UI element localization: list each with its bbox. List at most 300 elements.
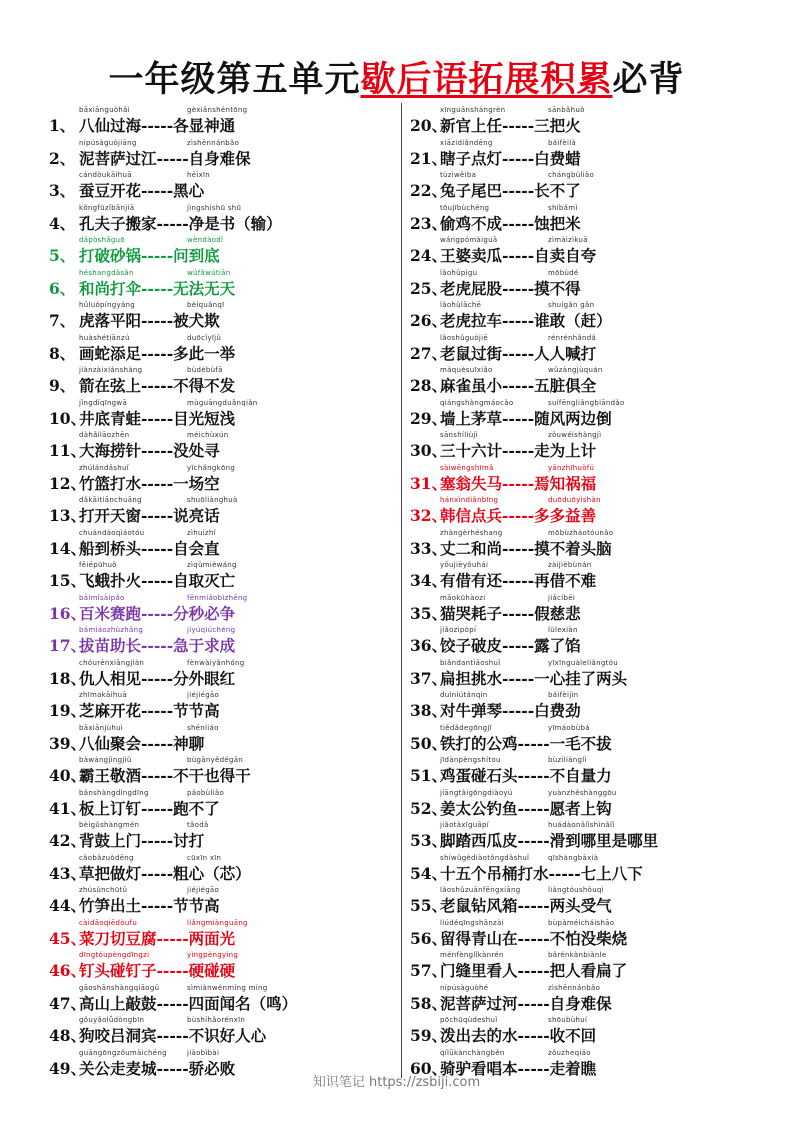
proverb-line — [49, 895, 220, 916]
proverb-item — [410, 527, 770, 560]
pinyin-second-half: jiéjiégāo — [187, 886, 220, 894]
proverb-text: 菜刀切豆腐-----两面光 — [79, 928, 236, 948]
proverb-number: 39、 — [49, 733, 87, 753]
proverb-line — [49, 473, 220, 494]
pinyin-second-half: bùshíhǎorénxīn — [187, 1016, 246, 1024]
proverb-item — [49, 819, 409, 852]
proverb-line — [410, 473, 596, 494]
proverb-text: 十五个吊桶打水-----七上八下 — [440, 863, 643, 883]
pinyin-first-half: lǎoshǔguòjiē — [440, 333, 488, 342]
proverb-line — [49, 278, 235, 299]
proverb-text: 八仙过海-----各显神通 — [79, 116, 236, 135]
pinyin-second-half: shíbǎmǐ — [548, 203, 578, 212]
proverb-number: 24、 — [410, 246, 448, 265]
proverb-number: 52、 — [410, 798, 448, 818]
proverb-line — [410, 375, 596, 396]
proverb-item — [410, 202, 770, 235]
pinyin-first-half: nípúsàguòjiāng — [79, 138, 137, 147]
pinyin-first-half: zhīmakāihuā — [79, 691, 127, 699]
proverb-text: 骑驴看唱本-----走着瞧 — [440, 1058, 597, 1078]
proverb-number: 40、 — [49, 766, 87, 785]
proverb-item — [49, 364, 409, 397]
proverb-line — [49, 993, 297, 1014]
proverb-text: 打破砂锅-----问到底 — [79, 246, 220, 265]
proverb-line — [49, 440, 220, 461]
pinyin-second-half: duōduōyìshàn — [548, 496, 601, 504]
proverb-text: 门缝里看人-----把人看扁了 — [440, 961, 628, 980]
proverb-line — [49, 733, 204, 754]
proverb-item — [49, 494, 409, 527]
proverb-line — [410, 765, 612, 786]
proverb-line — [49, 603, 235, 624]
proverb-number: 32、 — [410, 506, 448, 525]
pinyin-second-half: zìqǔmièwáng — [187, 561, 237, 569]
pinyin-first-half: máquèsuīxiǎo — [440, 366, 493, 374]
proverb-line — [410, 570, 596, 591]
proverb-text: 瞎子点灯-----白费蜡 — [440, 148, 581, 168]
proverb-item — [49, 332, 409, 365]
proverb-number: 14、 — [49, 538, 87, 558]
proverb-item — [49, 884, 409, 917]
proverb-line — [410, 928, 627, 949]
proverb-number: 29、 — [410, 408, 448, 428]
proverb-item — [49, 169, 409, 202]
proverb-line — [410, 408, 612, 429]
pinyin-first-half: biǎndantiāoshuǐ — [440, 658, 501, 667]
pinyin-second-half: mōbùdé — [548, 268, 579, 277]
proverb-text: 百米赛跑-----分秒必争 — [79, 603, 236, 623]
proverb-number: 28、 — [410, 376, 448, 395]
proverb-text: 对牛弹琴-----白费劲 — [440, 701, 581, 720]
proverb-line — [49, 928, 235, 949]
proverb-item — [49, 689, 409, 722]
proverb-number: 59、 — [410, 1026, 448, 1045]
proverb-line — [410, 505, 596, 526]
proverb-item — [410, 852, 770, 885]
proverb-line — [49, 505, 220, 526]
proverb-number: 58、 — [410, 993, 448, 1013]
proverb-item — [49, 917, 409, 950]
proverb-number: 27、 — [410, 343, 448, 363]
proverb-text: 霸王敬酒-----不干也得干 — [79, 766, 251, 785]
proverb-item — [410, 299, 770, 332]
pinyin-first-half: bàwángjìngjiǔ — [79, 756, 132, 764]
pinyin-first-half: sàiwēngshīmǎ — [440, 463, 494, 472]
pinyin-second-half: jìngshìshū shū — [187, 203, 242, 212]
proverb-text: 竹笋出土-----节节高 — [79, 896, 220, 915]
proverb-text: 老虎屁股-----摸不得 — [440, 278, 581, 298]
proverb-item — [49, 397, 409, 430]
proverb-number: 51、 — [410, 766, 448, 785]
proverb-item — [410, 494, 770, 527]
pinyin-first-half: tiědǎdegōngjī — [440, 723, 492, 732]
proverb-item — [410, 884, 770, 917]
proverb-text: 高山上敲鼓-----四面闻名（鸣） — [79, 993, 298, 1013]
pinyin-first-half: hánxìndiǎnbīng — [440, 496, 499, 504]
proverb-number: 17、 — [49, 636, 87, 655]
proverb-text: 猫哭耗子-----假慈悲 — [440, 603, 581, 623]
pinyin-second-half: zàijièbùnán — [548, 561, 592, 569]
proverb-number: 47、 — [49, 993, 87, 1013]
pinyin-second-half: bùgānyědégān — [187, 756, 244, 764]
proverb-text: 饺子破皮-----露了馅 — [440, 636, 581, 655]
pinyin-second-half: shuōliànghuà — [187, 496, 238, 504]
proverb-item — [49, 462, 409, 495]
proverb-line — [49, 343, 235, 364]
proverb-item — [49, 592, 409, 625]
pinyin-first-half: dǎkāitiānchuāng — [79, 496, 142, 504]
pinyin-second-half: rénrénhǎndǎ — [548, 333, 597, 342]
proverb-text: 脚踏西瓜皮-----滑到哪里是哪里 — [440, 831, 659, 850]
proverb-item — [49, 429, 409, 462]
pinyin-first-half: xīnguānshàngrèn — [440, 106, 506, 114]
pinyin-first-half: jiànzàixiánshàng — [79, 366, 143, 374]
pinyin-second-half: jíyúqiúchéng — [187, 626, 236, 634]
proverb-item — [410, 397, 770, 430]
proverb-line — [410, 1025, 596, 1046]
proverb-text: 塞翁失马-----焉知祸福 — [440, 473, 597, 493]
pinyin-first-half: hǔluòpíngyáng — [79, 301, 136, 309]
proverb-line — [49, 635, 235, 656]
proverb-item — [49, 137, 409, 170]
proverb-number: 41、 — [49, 798, 87, 818]
pinyin-second-half: yānzhīhuòfú — [548, 463, 595, 472]
proverb-line — [410, 440, 596, 461]
proverb-number: 5、 — [49, 246, 76, 265]
pinyin-first-half: wángpómàiguā — [440, 236, 498, 244]
proverb-text: 蚕豆开花-----黑心 — [79, 181, 205, 200]
pinyin-second-half: zìshēnnánbǎo — [187, 138, 240, 147]
proverb-line — [49, 213, 282, 234]
proverb-item — [410, 137, 770, 170]
pinyin-second-half: lùlexiàn — [548, 626, 578, 634]
pinyin-first-half: nípúsàguòhé — [440, 983, 489, 992]
proverb-line — [410, 635, 581, 656]
pinyin-second-half: duōcǐyījǔ — [187, 333, 222, 342]
proverb-line — [49, 148, 251, 169]
pinyin-second-half: wǔzàngjùquán — [548, 366, 603, 374]
pinyin-second-half: suífēngliǎngbiāndǎo — [548, 398, 625, 407]
pinyin-first-half: jīdànpèngshítou — [440, 756, 501, 764]
pinyin-second-half: wèndàodǐ — [187, 236, 224, 244]
proverb-item — [49, 787, 409, 820]
pinyin-second-half: mùguāngduǎnqiǎn — [187, 398, 258, 407]
proverb-item — [49, 527, 409, 560]
proverb-number: 53、 — [410, 831, 448, 850]
proverb-line — [49, 538, 220, 559]
proverb-line — [410, 603, 581, 624]
proverb-number: 54、 — [410, 863, 448, 883]
pinyin-first-half: lǎohǔlāchē — [440, 301, 482, 309]
proverb-item — [49, 624, 409, 657]
proverb-text: 船到桥头-----自会直 — [79, 538, 220, 558]
proverb-item — [49, 657, 409, 690]
proverb-item — [410, 754, 770, 787]
proverb-line — [410, 343, 596, 364]
pinyin-first-half: tùziwěiba — [440, 171, 477, 179]
proverb-item — [410, 722, 770, 755]
proverb-line — [410, 733, 612, 754]
proverb-line — [49, 310, 220, 331]
proverb-text: 留得青山在-----不怕没柴烧 — [440, 928, 628, 948]
pinyin-first-half: bǎimǐsàipǎo — [79, 593, 125, 602]
proverb-number: 22、 — [410, 181, 448, 200]
proverb-line — [49, 375, 235, 396]
proverb-text: 打开天窗-----说亮话 — [79, 506, 220, 525]
proverb-text: 扁担挑水-----一心挂了两头 — [440, 668, 628, 688]
proverb-number: 1、 — [49, 116, 76, 135]
proverb-line — [410, 830, 658, 851]
proverb-text: 画蛇添足-----多此一举 — [79, 343, 236, 363]
proverb-text: 板上订钉-----跑不了 — [79, 798, 220, 818]
pinyin-first-half: héshangdǎsǎn — [79, 268, 134, 277]
proverb-number: 8、 — [49, 343, 76, 363]
proverb-number: 34、 — [410, 571, 448, 590]
pinyin-first-half: bāxiānguòhǎi — [79, 106, 130, 114]
proverb-text: 鸡蛋碰石头-----不自量力 — [440, 766, 612, 785]
proverb-text: 老鼠钻风箱-----两头受气 — [440, 896, 612, 915]
proverb-text: 八仙聚会-----神聊 — [79, 733, 205, 753]
proverb-number: 42、 — [49, 831, 87, 850]
pinyin-second-half: bèiquǎnqī — [187, 301, 225, 309]
pinyin-second-half: zǒuzheqiáo — [548, 1048, 591, 1057]
pinyin-second-half: tǎodǎ — [187, 821, 209, 829]
pinyin-second-half: bùpàméicháishāo — [548, 918, 615, 927]
proverb-item — [410, 559, 770, 592]
proverb-item — [410, 104, 770, 137]
proverb-item — [410, 819, 770, 852]
proverb-number: 2、 — [49, 148, 76, 168]
pinyin-first-half: gǒuyǎolǚdòngbīn — [79, 1016, 145, 1024]
left-column — [49, 104, 409, 1079]
proverb-item — [410, 982, 770, 1015]
pinyin-first-half: lǎoshǔzuānfēngxiāng — [440, 886, 521, 894]
proverb-text: 老鼠过街-----人人喊打 — [440, 343, 597, 363]
proverb-line — [410, 895, 612, 916]
proverb-text: 王婆卖瓜-----自卖自夸 — [440, 246, 597, 265]
proverb-line — [49, 700, 220, 721]
proverb-number: 36、 — [410, 636, 448, 655]
proverb-item — [410, 169, 770, 202]
pinyin-first-half: māokūhàozi — [440, 593, 486, 602]
proverb-text: 箭在弦上-----不得不发 — [79, 376, 236, 395]
pinyin-first-half: huàshétiānzú — [79, 333, 130, 342]
proverb-text: 三十六计-----走为上计 — [440, 441, 597, 460]
pinyin-first-half: pōchūqùdeshuǐ — [440, 1016, 498, 1024]
proverb-item — [410, 624, 770, 657]
pinyin-second-half: báifèijìn — [548, 691, 579, 699]
proverb-text: 大海捞针-----没处寻 — [79, 441, 220, 460]
proverb-item — [49, 559, 409, 592]
pinyin-second-half: chángbùliǎo — [548, 171, 595, 179]
pinyin-second-half: zìmàizìkuā — [548, 236, 588, 244]
pinyin-second-half: huádàonǎlǐshìnǎlǐ — [548, 821, 615, 829]
pinyin-second-half: liǎngmiànguāng — [187, 918, 248, 927]
proverb-line — [49, 245, 220, 266]
proverb-number: 31、 — [410, 473, 448, 493]
pinyin-first-half: bāxiānjùhuì — [79, 723, 124, 732]
proverb-number: 3、 — [49, 181, 76, 200]
proverb-text: 铁打的公鸡-----一毛不拔 — [440, 733, 612, 753]
proverb-item — [410, 787, 770, 820]
proverb-text: 泥菩萨过河-----自身难保 — [440, 993, 612, 1013]
proverb-number: 55、 — [410, 896, 448, 915]
pinyin-first-half: kǒngfūzǐbānjiā — [79, 203, 135, 212]
proverb-item — [410, 689, 770, 722]
proverb-number: 13、 — [49, 506, 87, 525]
proverb-line — [410, 115, 581, 136]
pinyin-first-half: càidāoqiēdòufu — [79, 918, 138, 927]
proverb-number: 21、 — [410, 148, 448, 168]
proverb-text: 老虎拉车-----谁敢（赶） — [440, 311, 612, 330]
pinyin-second-half: zìhuìzhí — [187, 528, 216, 537]
proverb-number: 18、 — [49, 668, 87, 688]
pinyin-second-half: shuígǎn gǎn — [548, 301, 595, 309]
pinyin-first-half: sānshíliùjì — [440, 431, 478, 439]
right-column — [410, 104, 770, 1079]
proverb-number: 4、 — [49, 213, 76, 233]
pinyin-first-half: gāoshānshàngqiāogǔ — [79, 983, 160, 992]
proverb-text: 兔子尾巴-----长不了 — [440, 181, 581, 200]
proverb-number: 33、 — [410, 538, 448, 558]
pinyin-second-half: yìngpèngyìng — [187, 951, 239, 959]
pinyin-second-half: yīmáobùbá — [548, 723, 590, 732]
pinyin-first-half: liúdéqīngshānzài — [440, 918, 504, 927]
proverb-line — [49, 668, 235, 689]
proverb-item — [410, 657, 770, 690]
proverb-text: 孔夫子搬家-----净是书（输） — [79, 213, 282, 233]
proverb-number: 35、 — [410, 603, 448, 623]
pinyin-first-half: guāngōngzǒumàichéng — [79, 1048, 167, 1057]
pinyin-first-half: bèigǔshàngmén — [79, 821, 140, 829]
pinyin-second-half: yīchǎngkōng — [187, 463, 236, 472]
pinyin-second-half: jiǎcíbēi — [548, 593, 576, 602]
proverb-item — [49, 234, 409, 267]
proverb-number: 38、 — [410, 701, 448, 720]
pinyin-first-half: jiāngtàigōngdiàoyú — [440, 788, 513, 797]
proverb-item — [410, 1014, 770, 1047]
pinyin-second-half: cūxīn xīn — [187, 853, 222, 862]
proverb-item — [49, 104, 409, 137]
pinyin-second-half: fēnmiǎobìzhēng — [187, 593, 248, 602]
pinyin-second-half: fènwàiyǎnhóng — [187, 658, 245, 667]
pinyin-first-half: tōujībùchéng — [440, 203, 490, 212]
proverb-line — [49, 570, 235, 591]
proverb-line — [410, 278, 581, 299]
pinyin-second-half: liǎngtóushòuqì — [548, 886, 604, 894]
pinyin-first-half: dīngtóupèngdīngzi — [79, 951, 150, 959]
proverb-line — [410, 148, 581, 169]
proverb-text: 墙上茅草-----随风两边倒 — [440, 408, 612, 428]
pinyin-first-half: zhúlándǎshuǐ — [79, 463, 130, 472]
pinyin-second-half: zìshēnnánbǎo — [548, 983, 601, 992]
proverb-text: 虎落平阳-----被犬欺 — [79, 311, 220, 330]
proverb-line — [49, 408, 235, 429]
proverb-item — [49, 852, 409, 885]
proverb-item — [410, 234, 770, 267]
proverb-item — [49, 982, 409, 1015]
proverb-line — [49, 180, 204, 201]
proverb-number: 15、 — [49, 571, 87, 590]
pinyin-second-half: qīshàngbāxià — [548, 853, 599, 862]
pinyin-first-half: qiángshàngmáocǎo — [440, 398, 514, 407]
pinyin-second-half: sānbǎhuǒ — [548, 106, 585, 114]
pinyin-first-half: zhàngèrhéshang — [440, 528, 503, 537]
proverb-number: 37、 — [410, 668, 448, 688]
proverb-text: 钉头碰钉子-----硬碰硬 — [79, 961, 236, 980]
pinyin-second-half: pǎobùliǎo — [187, 788, 225, 797]
pinyin-first-half: lǎohǔpìgu — [440, 268, 478, 277]
proverb-text: 和尚打伞-----无法无天 — [79, 278, 236, 298]
pinyin-second-half: mōbùzháotóunǎo — [548, 528, 614, 537]
pinyin-second-half: gèxiǎnshéntōng — [187, 106, 248, 114]
proverb-number: 11、 — [49, 441, 87, 460]
proverb-line — [49, 1025, 266, 1046]
title-suffix: 必背 — [612, 60, 685, 100]
proverb-number: 46、 — [49, 961, 87, 980]
proverb-item — [410, 267, 770, 300]
proverb-item — [410, 917, 770, 950]
proverb-line — [410, 960, 627, 981]
proverb-number: 6、 — [49, 278, 76, 298]
proverb-text: 狗咬吕洞宾-----不识好人心 — [79, 1026, 267, 1045]
pinyin-first-half: chóurénxiāngjiàn — [79, 658, 145, 667]
pinyin-second-half: jiāobìbài — [187, 1048, 220, 1057]
pinyin-first-half: fēiépūhuǒ — [79, 561, 117, 569]
proverb-line — [410, 538, 612, 559]
proverb-line — [49, 830, 204, 851]
pinyin-second-half: shōubùhuí — [548, 1016, 588, 1024]
proverb-number: 7、 — [49, 311, 76, 330]
proverb-text: 姜太公钓鱼-----愿者上钩 — [440, 798, 612, 818]
pinyin-second-half: bùzìliànglì — [548, 756, 587, 764]
proverb-text: 背鼓上门-----讨打 — [79, 831, 205, 850]
proverb-number: 43、 — [49, 863, 87, 883]
pinyin-second-half: yuànzhěshànggōu — [548, 788, 617, 797]
proverb-text: 拔苗助长-----急于求成 — [79, 636, 236, 655]
proverb-number: 30、 — [410, 441, 448, 460]
pinyin-first-half: dǎpòshāguō — [79, 236, 125, 244]
proverb-text: 芝麻开花-----节节高 — [79, 701, 220, 720]
pinyin-second-half: méichùxún — [187, 431, 229, 439]
proverb-number: 60、 — [410, 1058, 448, 1078]
proverb-line — [410, 213, 581, 234]
title-highlight: 歇后语拓展积累 — [360, 60, 613, 100]
proverb-item — [49, 202, 409, 235]
pinyin-second-half: yīxīnguàleliǎngtóu — [548, 658, 618, 667]
proverb-text: 有借有还-----再借不难 — [440, 571, 597, 590]
pinyin-first-half: shíwǔgèdiàotǒngdǎshuǐ — [440, 853, 530, 862]
proverb-text: 泥菩萨过江-----自身难保 — [79, 148, 251, 168]
proverb-number: 50、 — [410, 733, 448, 753]
proverb-line — [410, 798, 612, 819]
proverb-text: 韩信点兵-----多多益善 — [440, 506, 597, 525]
proverb-number: 56、 — [410, 928, 448, 948]
proverb-line — [49, 798, 220, 819]
pinyin-first-half: jiǎotàxīguāpí — [440, 821, 490, 829]
title-prefix: 一年级第五单元 — [108, 60, 361, 100]
pinyin-first-half: bámiáozhùzhǎng — [79, 626, 144, 634]
pinyin-first-half: cǎobǎzuòdēng — [79, 853, 134, 862]
proverb-number: 12、 — [49, 473, 87, 493]
proverb-item — [49, 949, 409, 982]
proverb-text: 飞蛾扑火-----自取灭亡 — [79, 571, 236, 590]
proverb-text: 仇人相见-----分外眼红 — [79, 668, 236, 688]
pinyin-first-half: duìniútánqín — [440, 691, 488, 699]
proverb-item — [49, 267, 409, 300]
pinyin-first-half: zhúsǔnchūtǔ — [79, 886, 128, 894]
proverb-item — [49, 722, 409, 755]
